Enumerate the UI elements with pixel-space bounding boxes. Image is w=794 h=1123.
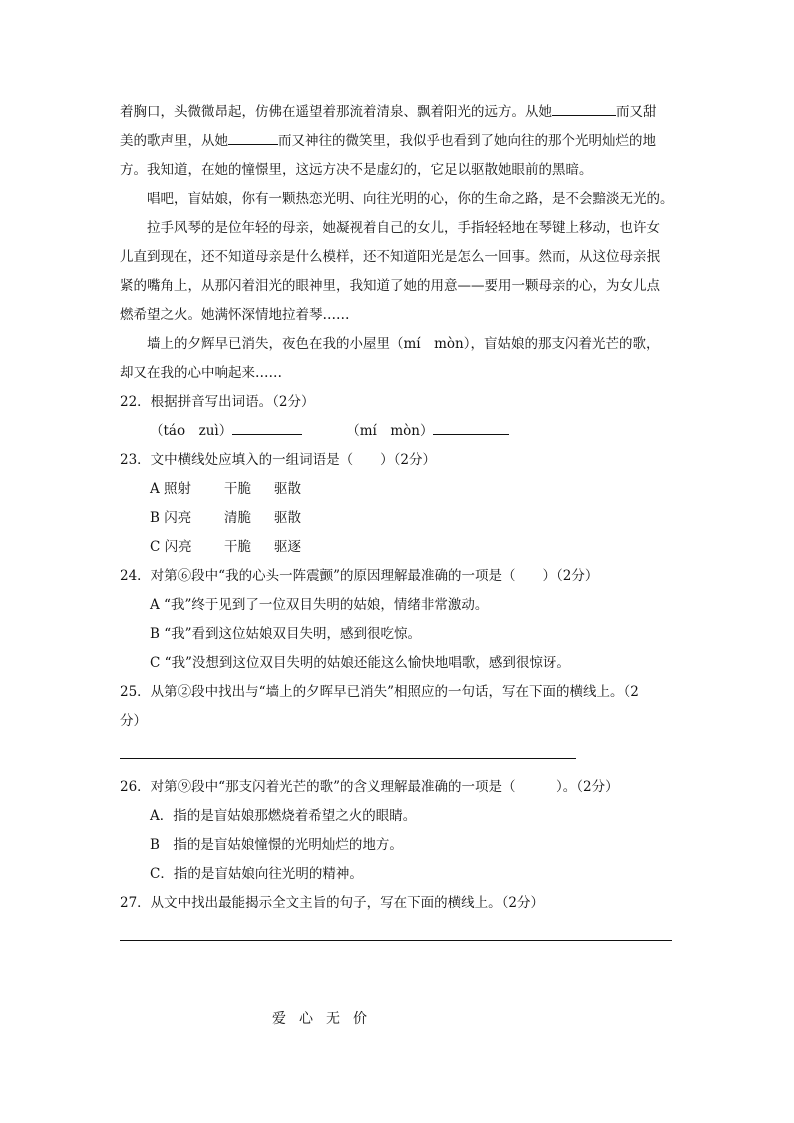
passage-line: 儿直到现在，还不知道母亲是什么模样，还不知道阳光是怎么一回事。然而，从这位母亲抿 xyxy=(120,249,660,265)
answer-line-27[interactable] xyxy=(120,940,672,941)
option-word: 驱散 xyxy=(274,510,301,526)
passage-line: 却又在我的心中响起来…… xyxy=(120,365,282,381)
question-25-stem-cont: 分） xyxy=(120,713,147,729)
question-27-stem: 27．从文中找出最能揭示全文主旨的句子，写在下面的横线上。（2分） xyxy=(120,895,545,911)
next-article-title: 爱心无价 xyxy=(272,1011,380,1027)
option-word: C 闪亮 xyxy=(150,539,192,555)
option-a[interactable]: A．指的是盲姑娘那燃烧着希望之火的眼睛。 xyxy=(150,808,417,824)
answer-blank-taozui[interactable] xyxy=(232,418,302,435)
passage-line: 拉手风琴的是位年轻的母亲，她凝视着自己的女儿，手指轻轻地在琴键上移动，也许女 xyxy=(147,220,660,236)
question-24-stem: 24．对第⑥段中“我的心头一阵震颤”的原因理解最准确的一项是（ ）（2分） xyxy=(120,568,599,584)
text: 而又神往的微笑里，我似乎也看到了她向往的那个光明灿烂的地 xyxy=(278,133,656,149)
question-22-stem: 22．根据拼音写出词语。（2分） xyxy=(120,394,315,410)
passage-line: 紧的嘴角上，从那闪着泪光的眼神里，我知道了她的用意——要用一颗母亲的心，为女儿点 xyxy=(120,278,660,294)
option-word: 驱散 xyxy=(274,481,301,497)
fill-blank-1[interactable] xyxy=(552,99,616,116)
option-word: A 照射 xyxy=(150,481,192,497)
exam-page xyxy=(120,98,680,941)
question-23-stem: 23．文中横线处应填入的一组词语是（ ）（2分） xyxy=(120,452,437,468)
option-word: 清脆 xyxy=(224,510,251,526)
option-c[interactable]: C “我”没想到这位双目失明的姑娘还能这么愉快地唱歌，感到很惊讶。 xyxy=(150,655,570,671)
question-26-stem: 26．对第⑨段中“那支闪着光芒的歌”的含义理解最准确的一项是（ ）。（2分） xyxy=(120,779,619,795)
option-c[interactable]: C．指的是盲姑娘向往光明的精神。 xyxy=(150,866,363,882)
text: 而又甜 xyxy=(616,104,657,120)
option-b[interactable]: B 指的是盲姑娘憧憬的光明灿烂的地方。 xyxy=(150,837,403,853)
passage-line: 墙上的夕辉早已消失，夜色在我的小屋里（mí mòn），盲姑娘的那支闪着光芒的歌， xyxy=(147,336,660,352)
option-word: B 闪亮 xyxy=(150,510,192,526)
answer-line-25[interactable] xyxy=(120,758,576,759)
question-22-answers xyxy=(120,417,680,446)
pinyin-label: （táo zuì） xyxy=(150,423,233,439)
text: 着胸口，头微微昂起，仿佛在遥望着那流着清泉、飘着阳光的远方。从她 xyxy=(120,104,552,120)
pinyin-label: （mí mòn） xyxy=(346,423,434,439)
passage-line xyxy=(120,127,680,156)
option-a[interactable] xyxy=(120,475,680,504)
option-b[interactable]: B “我”看到这位姑娘双目失明，感到很吃惊。 xyxy=(150,626,422,642)
question-25-stem: 25．从第②段中找出与“墙上的夕晖早已消失”相照应的一句话，写在下面的横线上。（2 xyxy=(120,684,639,700)
fill-blank-2[interactable] xyxy=(228,128,278,145)
option-word: 驱逐 xyxy=(274,539,301,555)
option-b[interactable] xyxy=(120,504,680,533)
answer-blank-mimon[interactable] xyxy=(433,418,509,435)
text: 美的歌声里，从她 xyxy=(120,133,228,149)
passage-line: 方。我知道，在她的憧憬里，这远方决不是虚幻的，它足以驱散她眼前的黑暗。 xyxy=(120,162,593,178)
passage-line: 燃希望之火。她满怀深情地拉着琴…… xyxy=(120,307,350,323)
passage-line xyxy=(120,98,680,127)
option-word: 干脆 xyxy=(224,481,251,497)
option-a[interactable]: A “我”终于见到了一位双目失明的姑娘，情绪非常激动。 xyxy=(150,597,489,613)
option-word: 干脆 xyxy=(224,539,251,555)
option-c[interactable] xyxy=(120,533,680,562)
passage-paragraph-sing: 唱吧，盲姑娘，你有一颗热恋光明、向往光明的心，你的生命之路，是不会黯淡无光的。 xyxy=(147,191,674,207)
